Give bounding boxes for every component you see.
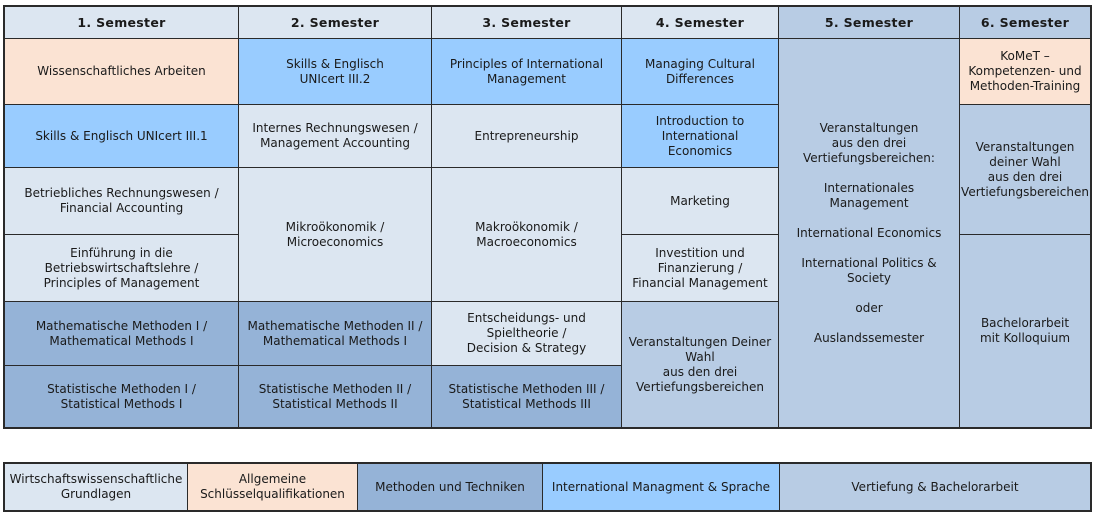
legend-international: International Managment & Sprache [543,464,780,510]
header-semester-1: 1. Semester [5,7,239,39]
course-wahl-vertiefung-sem6: Veranstaltungen deiner Wahl aus den drei Vertiefungsbereichen [960,105,1090,235]
course-bachelorarbeit: Bachelorarbeit mit Kolloquium [960,235,1090,427]
course-mathematische-methoden-1: Mathematische Methoden I / Mathematical Methods I [5,302,239,366]
curriculum-grid [3,5,1092,429]
course-spieltheorie: Entscheidungs- und Spieltheorie / Decision & Strategy [432,302,622,366]
header-semester-5: 5. Semester [779,7,960,39]
header-semester-2: 2. Semester [239,7,432,39]
legend-methoden: Methoden und Techniken [358,464,543,510]
header-semester-3: 3. Semester [432,7,622,39]
course-management-accounting: Internes Rechnungswesen / Management Accounting [239,105,432,168]
header-semester-6: 6. Semester [960,7,1090,39]
course-makrooekonomik: Makroökonomik / Macroeconomics [432,168,622,302]
course-managing-cultural-differences: Managing Cultural Differences [622,39,779,105]
course-mathematische-methoden-2: Mathematische Methoden II / Mathematical Methods I [239,302,432,366]
course-wahl-vertiefung-sem4: Veranstaltungen Deiner Wahl aus den drei Vertiefungsbereichen [622,302,779,427]
course-wissenschaftliches-arbeiten: Wissenschaftliches Arbeiten [5,39,239,105]
course-financial-management: Investition und Finanzierung / Financial Management [622,235,779,302]
header-semester-4: 4. Semester [622,7,779,39]
course-komet: KoMeT – Kompetenzen- und Methoden-Training [960,39,1090,105]
course-statistische-methoden-3: Statistische Methoden III / Statistical Methods III [432,366,622,427]
course-financial-accounting: Betriebliches Rechnungswesen / Financial Accounting [5,168,239,235]
legend-grundlagen: Wirtschaftswissenschaftliche Grundlagen [5,464,188,510]
course-marketing: Marketing [622,168,779,235]
course-skills-englisch-2: Skills & Englisch UNIcert III.2 [239,39,432,105]
course-statistische-methoden-2: Statistische Methoden II / Statistical Methods II [239,366,432,427]
course-statistische-methoden-1: Statistische Methoden I / Statistical Methods I [5,366,239,427]
legend-schluesselqualifikationen: Allgemeine Schlüsselqualifikationen [188,464,358,510]
course-principles-international-management: Principles of International Management [432,39,622,105]
legend [3,462,1092,512]
course-principles-of-management: Einführung in die Betriebswirtschaftslehre / Principles of Management [5,235,239,302]
course-international-economics: Introduction to International Economics [622,105,779,168]
course-skills-englisch-1: Skills & Englisch UNIcert III.1 [5,105,239,168]
course-entrepreneurship: Entrepreneurship [432,105,622,168]
course-mikrooekonomik: Mikroökonomik / Microeconomics [239,168,432,302]
legend-vertiefung: Vertiefung & Bachelorarbeit [780,464,1090,510]
course-vertiefungsbereiche-sem5: Veranstaltungen aus den drei Vertiefungsbereichen: Internationales Management International Economics International Politics & Society oder Auslandssemester [779,39,960,427]
